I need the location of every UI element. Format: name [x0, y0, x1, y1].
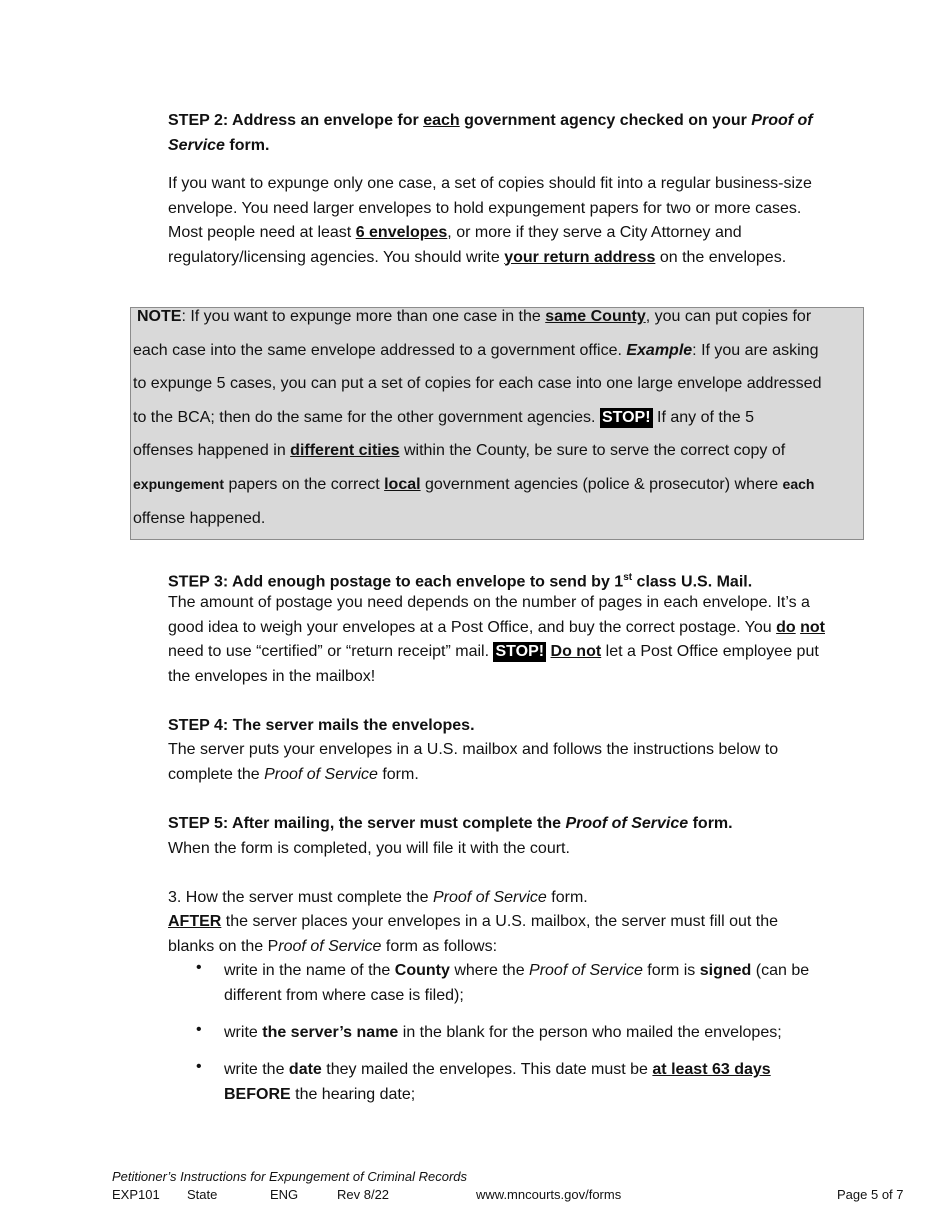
step5-title: STEP 5: After mailing, the server must complete the Proof of Service form.	[168, 815, 733, 832]
note-line-4: to the BCA; then do the same for the other government agencies. STOP! If any of the 5	[133, 409, 754, 426]
step2-title: STEP 2: Address an envelope for each government agency checked on your Proof of Service form.	[168, 112, 813, 154]
stop-badge: STOP!	[601, 409, 651, 426]
note-line-3: to expunge 5 cases, you can put a set of copies for each case into one large envelope addressed	[133, 375, 822, 392]
footer-rev: Rev 8/22	[337, 1187, 390, 1202]
bullet-2: write the server’s name in the blank for the person who mailed the envelopes;	[224, 1024, 782, 1041]
footer-lang: ENG	[270, 1187, 299, 1202]
step3-body: The amount of postage you need depends on the number of pages in each envelope. It’s a good idea to weigh your envelopes at a Post Office, and buy the correct postage. You do not need to use “certified” or “return receipt” mail. STOP! Do not let a Post Office employee put the envelopes in the mailbox!	[168, 594, 825, 685]
note-line-5: offenses happened in different cities within the County, be sure to serve the correct copy of	[133, 442, 786, 459]
footer-url[interactable]: www.mncourts.gov/forms	[476, 1187, 622, 1202]
step4-body: The server puts your envelopes in a U.S. mailbox and follows the instructions below to complete the Proof of Service form.	[168, 741, 779, 783]
section3-title: 3. How the server must complete the Proof of Service form.	[168, 889, 588, 906]
step4-title: STEP 4: The server mails the envelopes.	[168, 717, 475, 734]
bullet-1: write in the name of the County where the Proof of Service form is signed (can be different from where case is filed);	[224, 962, 810, 1004]
note-line-2: each case into the same envelope addressed to a government office. Example: If you are asking	[133, 342, 819, 359]
step2-body: If you want to expunge only one case, a set of copies should fit into a regular business-size envelope. You need larger envelopes to hold expungement papers for two or more cases. Most people need at least 6 envelopes, or more if they serve a City Attorney and regulatory/licensing agencies. You should write your return address on the envelopes.	[168, 175, 812, 266]
step3-title: STEP 3: Add enough postage to each envelope to send by 1st class U.S. Mail.	[168, 572, 753, 591]
note-line-7: offense happened.	[133, 510, 266, 527]
stop-badge: STOP!	[495, 643, 545, 660]
bullet-2-dot: •	[196, 1021, 202, 1038]
step5-body: When the form is completed, you will file it with the court.	[168, 840, 570, 857]
note-line-6: expungement papers on the correct local government agencies (police & prosecutor) where each	[133, 476, 815, 493]
section3-body: AFTER the server places your envelopes in a U.S. mailbox, the server must fill out the blanks on the Proof of Service form as follows:	[168, 913, 779, 955]
bullet-3: write the date they mailed the envelopes. This date must be at least 63 days BEFORE the hearing date;	[224, 1061, 771, 1103]
footer-page-number: Page 5 of 7	[837, 1187, 904, 1202]
note-line-1: NOTE: If you want to expunge more than one case in the same County, you can put copies for	[137, 308, 812, 325]
footer-title: Petitioner’s Instructions for Expungement of Criminal Records	[112, 1169, 468, 1184]
bullet-1-dot: •	[196, 959, 202, 976]
bullet-3-dot: •	[196, 1058, 202, 1075]
footer-state: State	[187, 1187, 218, 1202]
note-box	[130, 307, 864, 540]
footer-code: EXP101	[112, 1187, 160, 1202]
